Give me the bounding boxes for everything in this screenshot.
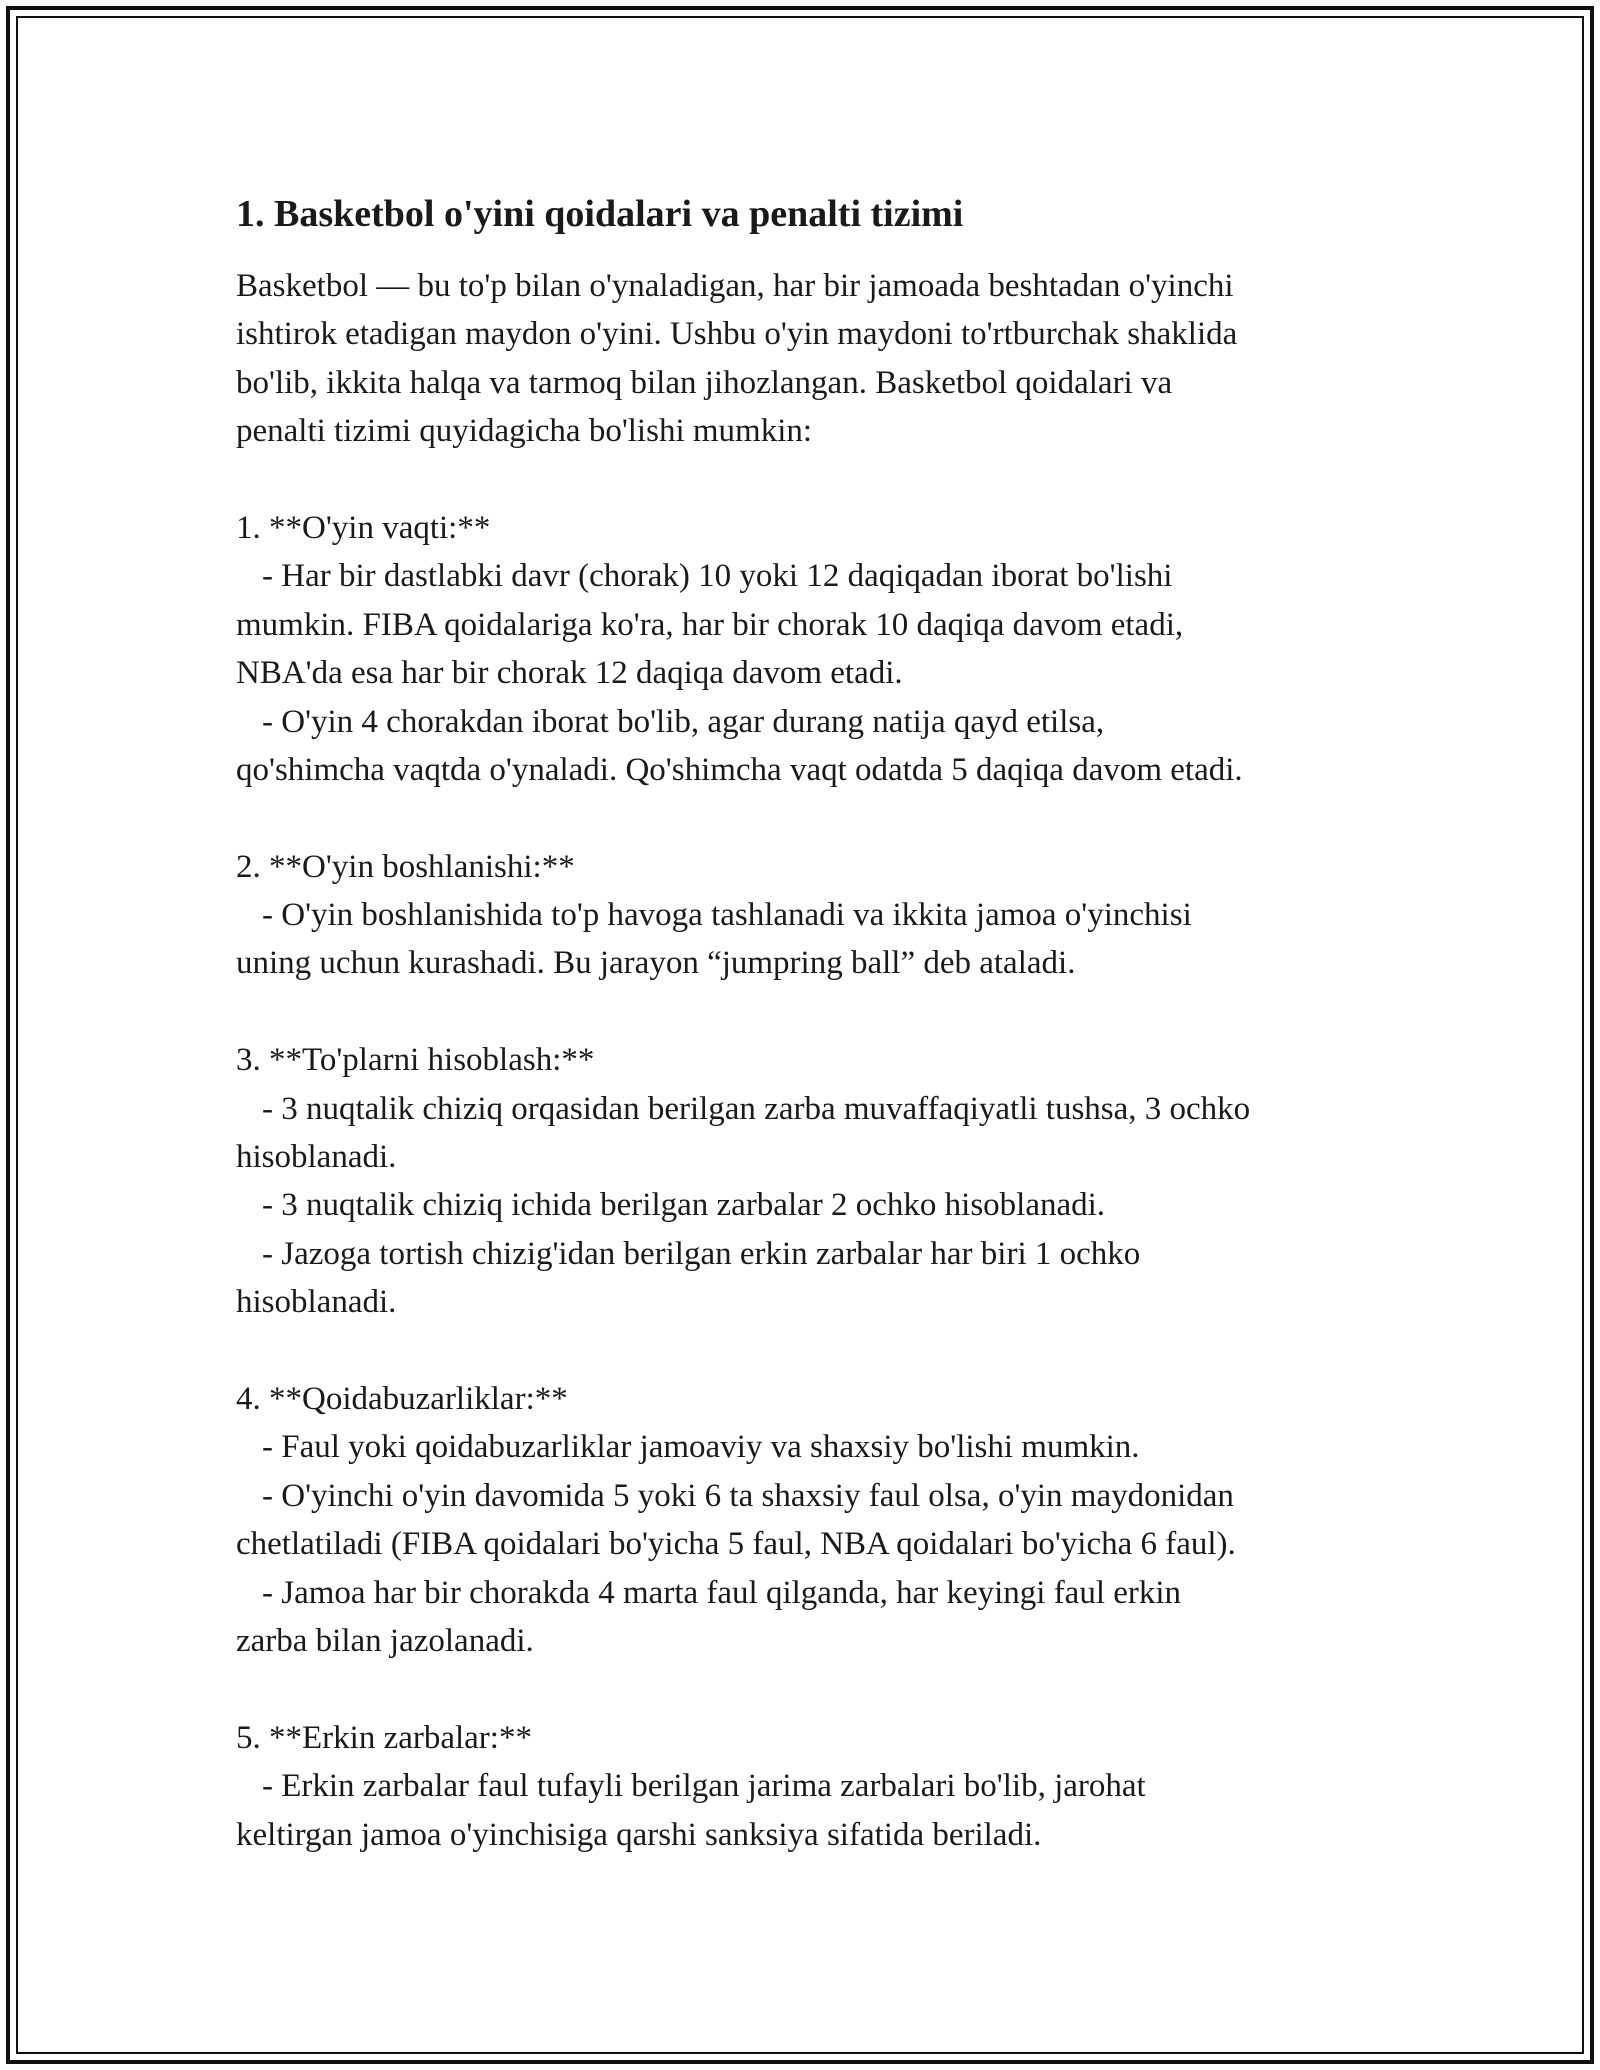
rule-continuation-line: NBA'da esa har bir chorak 12 daqiqa davom etadi. bbox=[236, 655, 903, 692]
rule-section-title: 4. **Qoidabuzarliklar:** bbox=[236, 1380, 568, 1417]
paragraph-spacer bbox=[236, 1327, 1386, 1375]
rule-section bbox=[236, 1036, 1386, 1326]
rule-bullet-line: - 3 nuqtalik chiziq orqasidan berilgan zarba muvaffaqiyatli tushsa, 3 ochko bbox=[262, 1090, 1251, 1127]
rule-bullet-line: - Faul yoki qoidabuzarliklar jamoaviy va shaxsiy bo'lishi mumkin. bbox=[262, 1429, 1140, 1466]
rule-section bbox=[236, 504, 1386, 794]
rule-bullet-line: - O'yin 4 chorakdan iborat bo'lib, agar durang natija qayd etilsa, bbox=[262, 703, 1105, 740]
rules-list bbox=[236, 456, 1386, 1859]
rule-section-title: 1. **O'yin vaqti:** bbox=[236, 509, 491, 546]
document-body bbox=[236, 190, 1386, 1859]
paragraph-spacer bbox=[236, 1665, 1386, 1713]
intro-line: Basketbol — bu to'p bilan o'ynaladigan, har bir jamoada beshtadan o'yinchi bbox=[236, 268, 1234, 304]
rule-continuation-line: hisoblanadi. bbox=[236, 1139, 397, 1176]
rule-continuation-line: uning uchun kurashadi. Bu jarayon “jumpring ball” deb ataladi. bbox=[236, 945, 1076, 982]
rule-bullet-line: - Jamoa har bir chorakda 4 marta faul qilganda, har keyingi faul erkin bbox=[262, 1574, 1182, 1611]
rule-bullet-line: - 3 nuqtalik chiziq ichida berilgan zarbalar 2 ochko hisoblanadi. bbox=[262, 1187, 1106, 1224]
rule-continuation-line: keltirgan jamoa o'yinchisiga qarshi sanksiya sifatida beriladi. bbox=[236, 1816, 1042, 1853]
rule-section bbox=[236, 1714, 1386, 1859]
document-heading: 1. Basketbol o'yini qoidalari va penalti tizimi bbox=[236, 193, 964, 235]
rule-bullet-line: - Erkin zarbalar faul tufayli berilgan jarima zarbalari bo'lib, jarohat bbox=[262, 1768, 1146, 1805]
rule-continuation-line: hisoblanadi. bbox=[236, 1284, 397, 1321]
rule-continuation-line: chetlatiladi (FIBA qoidalari bo'yicha 5 faul, NBA qoidalari bo'yicha 6 faul). bbox=[236, 1526, 1236, 1563]
rule-bullet-line: - Jazoga tortish chizig'idan berilgan erkin zarbalar har biri 1 ochko bbox=[262, 1235, 1141, 1272]
intro-line: penalti tizimi quyidagicha bo'lishi mumkin: bbox=[236, 413, 813, 450]
rule-continuation-line: qo'shimcha vaqtda o'ynaladi. Qo'shimcha vaqt odatda 5 daqiqa davom etadi. bbox=[236, 751, 1243, 788]
rule-section-title: 2. **O'yin boshlanishi:** bbox=[236, 848, 575, 885]
intro-paragraph bbox=[236, 262, 1386, 456]
paragraph-spacer bbox=[236, 988, 1386, 1036]
rule-section bbox=[236, 1375, 1386, 1665]
paragraph-spacer bbox=[236, 794, 1386, 842]
rule-continuation-line: zarba bilan jazolanadi. bbox=[236, 1622, 534, 1659]
rule-bullet-line: - O'yinchi o'yin davomida 5 yoki 6 ta shaxsiy faul olsa, o'yin maydonidan bbox=[262, 1477, 1234, 1514]
intro-line: ishtirok etadigan maydon o'yini. Ushbu o'yin maydoni to'rtburchak shaklida bbox=[236, 316, 1238, 353]
rule-bullet-line: - O'yin boshlanishida to'p havoga tashlanadi va ikkita jamoa o'yinchisi bbox=[262, 897, 1192, 934]
rule-continuation-line: mumkin. FIBA qoidalariga ko'ra, har bir chorak 10 daqiqa davom etadi, bbox=[236, 606, 1184, 643]
intro-line: bo'lib, ikkita halqa va tarmoq bilan jihozlangan. Basketbol qoidalari va bbox=[236, 364, 1173, 401]
paragraph-spacer bbox=[236, 456, 1386, 504]
rule-bullet-line: - Har bir dastlabki davr (chorak) 10 yoki 12 daqiqadan iborat bo'lishi bbox=[262, 558, 1173, 595]
rule-section-title: 5. **Erkin zarbalar:** bbox=[236, 1719, 532, 1756]
rule-section-title: 3. **To'plarni hisoblash:** bbox=[236, 1042, 595, 1079]
rule-section bbox=[236, 843, 1386, 988]
